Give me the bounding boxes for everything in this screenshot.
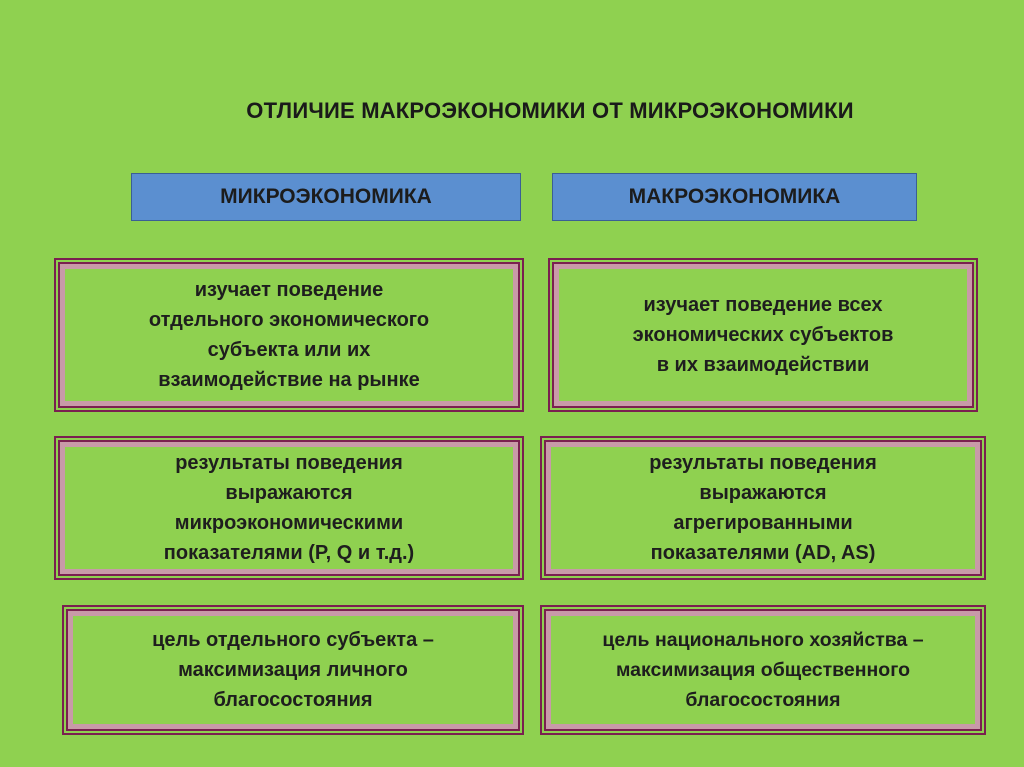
macro-subject-box: изучает поведение всех экономических субъектов в их взаимодействии	[552, 262, 974, 408]
micro-header: МИКРОЭКОНОМИКА	[131, 173, 521, 221]
page-title: ОТЛИЧИЕ МАКРОЭКОНОМИКИ ОТ МИКРОЭКОНОМИКИ	[246, 98, 854, 123]
macro-header: МАКРОЭКОНОМИКА	[552, 173, 917, 221]
macro-results-box: результаты поведения выражаются агрегированными показателями (AD, AS)	[544, 440, 982, 576]
micro-results-box: результаты поведения выражаются микроэкономическими показателями (P, Q и т.д.)	[58, 440, 520, 576]
micro-goal-box: цель отдельного субъекта – максимизация личного благосостояния	[66, 609, 520, 731]
micro-subject-box: изучает поведение отдельного экономического субъекта или их взаимодействие на рынке	[58, 262, 520, 408]
macro-goal-box: цель национального хозяйства – максимизация общественного благосостояния	[544, 609, 982, 731]
